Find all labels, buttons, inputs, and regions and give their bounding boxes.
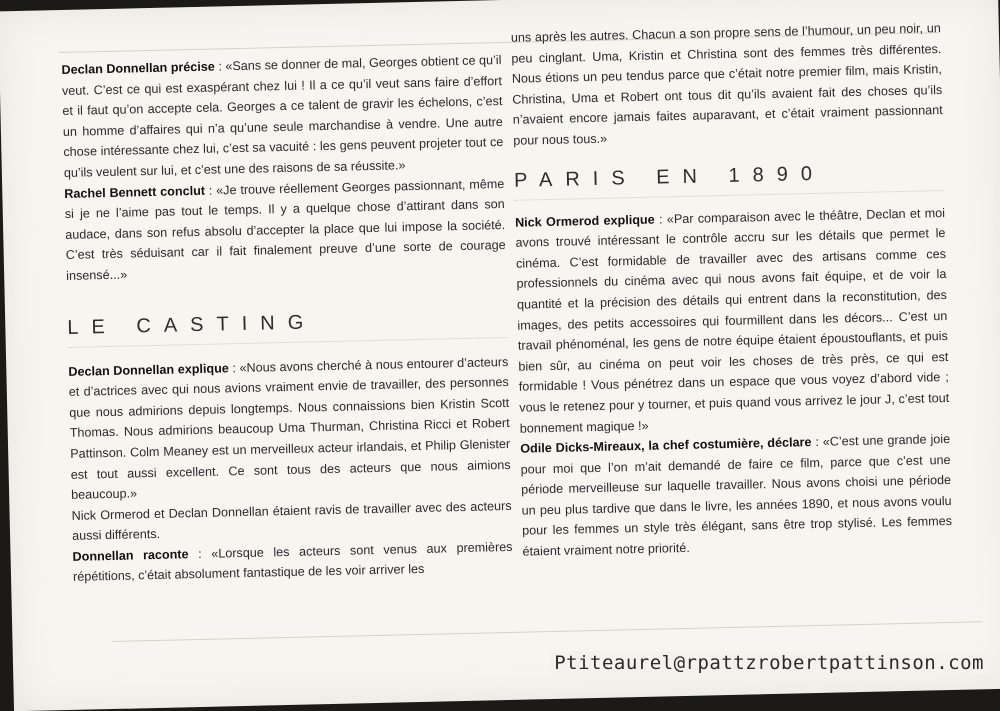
speaker-name: Declan Donnellan précise (61, 59, 215, 78)
bottom-rule (113, 621, 983, 642)
section-heading-paris: PARIS EN 1890 (514, 158, 945, 201)
paragraph-text: : «Je trouve réellement Georges passionnant, même si je ne l’aime pas tout le temps. Il y a quelque chose d’attirant dans son audace, dans son refus absolu d’accepter la place que lui impose la société. C’est très séduisant car il fait finalement preuve d’une sorte de courage insensé...» (64, 176, 506, 283)
paragraph (61, 50, 504, 184)
left-column (61, 50, 513, 588)
speaker-name: Rachel Bennett conclut (64, 183, 206, 201)
paragraph (72, 537, 513, 588)
paragraph: uns après les autres. Chacun a son propre sens de l’humour, un peu noir, un peu cinglant. Uma, Kristin et Christina sont des femmes très différentes. Nous étions un peu tendus parce que c’était notre premier film, mais Kristin, Christina, Uma et Robert ont tous dit qu’ils avaient fait des choses qu’ils n’avaient encore jamais faites auparavant, et c’était vraiment passionnant pour nous tous.» (510, 21, 943, 148)
paragraph-text: : «Nous avons cherché à nous entourer d’acteurs et d’actrices avec qui nous avions vraiment envie de travailler, des personnes que nous admirions depuis longtemps. Nous connaissions bien Kristin Scott Thomas. Nous admirions beaucoup Uma Thurman, Christina Ricci et Robert Pattinson. Colm Meaney est un merveilleux acteur irlandais, et Philip Glenister est tout aussi excellent. Ce sont tous des acteurs que nous aimions beaucoup.» (68, 354, 511, 502)
paragraph (64, 174, 506, 287)
speaker-name: Declan Donnellan explique (68, 360, 229, 379)
speaker-name: Nick Ormerod explique (514, 212, 655, 230)
section-heading-casting: LE CASTING (67, 304, 508, 347)
speaker-name: Donnellan raconte (72, 547, 189, 564)
paragraph-text: : «Lorsque les acteurs sont venus aux premières répétitions, c’était absolument fantastique de les voir arriver les (72, 539, 513, 585)
paragraph (520, 429, 953, 562)
paragraph (515, 203, 950, 439)
paragraph-text: : «Sans se donner de mal, Georges obtient ce qu’il veut. C’est ce qui est exaspérant chez lui ! Il a ce qu’il veut sans faire d’effort et il faut qu’on accepte cela. Georges a ce talent de gravir les échelons, c’est un homme d’affaires qui n’a qu’une seule marchandise à vendre. Une autre chose intéressante chez lui, c’est sa vacuité : les gens peuvent projeter tout ce qu’ils veulent sur lui, et c’est une des raisons de sa réussite.» (61, 53, 504, 180)
right-column (511, 18, 953, 562)
paragraph-text: : «Par comparaison avec le théâtre, Declan et moi avons trouvé intéressant le contrôle accru sur les détails que permet le cinéma. C’est formidable de travailler avec des artisans comme ces professionnels du cinéma avec qui nous avons fait équipe, et de voir la quantité et la précision des détails qui entrent dans la reconstitution, des images, des petits accessoires qui fourmillent dans les décors... C’est un travail phénoménal, les gens de notre équipe étaient époustouflants, et puis bien sûr, au cinéma on peut voir les choses de très près, ce qui est formidable ! Vous pénétrez dans un espace que vous voyez d’abord vide ; vous le retenez pour y tourner, et puis quand vous arrivez le jour J, c’est tout bonnement magique !» (515, 205, 950, 436)
watermark: Ptiteaurel@rpattzrobertpattinson.com (550, 652, 988, 674)
paragraph-text: : «C’est une grande joie pour moi que l’on m’ait demandé de faire ce film, parce que c’est une période merveilleuse sur laquelle travailler. Nous avons choisi une période un peu plus tardive que dans le livre, les années 1890, et nous avons voulu pour les femmes un style très élégant, sans être trop stylisé. Les femmes étaient vraiment notre priorité. (520, 432, 953, 559)
paragraph: Nick Ormerod et Declan Donnellan étaient ravis de travailler avec des acteurs aussi différents. (71, 498, 512, 544)
paragraph (68, 351, 511, 505)
speaker-name: Odile Dicks-Mireaux, la chef costumière, déclare (520, 435, 812, 456)
